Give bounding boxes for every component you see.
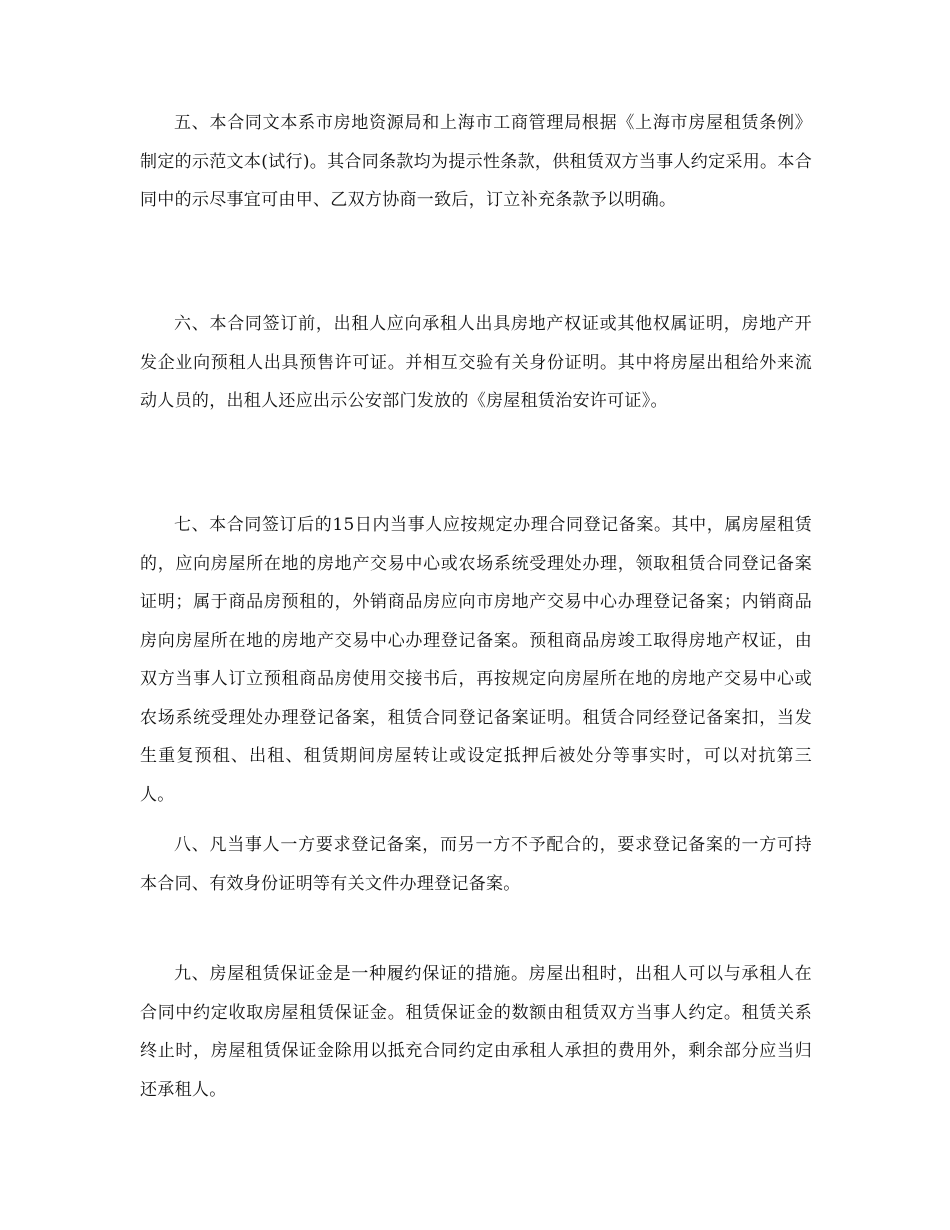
clause-9-paragraph: 九、房屋租赁保证金是一种履约保证的措施。房屋出租时，出租人可以与承租人在合同中约定收取房屋租赁保证金。租赁保证金的数额由租赁双方当事人约定。租赁关系终止时，房屋租赁保证金除用以抵充合同约定由承租人承担的费用外，剩余部分应当归还承租人。 [140,964,812,1100]
clause-5-paragraph: 五、本合同文本系市房地资源局和上海市工商管理局根据《上海市房屋租赁条例》制定的示范文本(试行)。其合同条款均为提示性条款，供租赁双方当事人约定采用。本合同中的示尽事宜可由甲、乙双方协商一致后，订立补充条款予以明确。 [140,113,812,210]
clause-8-paragraph: 八、凡当事人一方要求登记备案，而另一方不予配合的，要求登记备案的一方可持本合同、有效身份证明等有关文件办理登记备案。 [140,835,812,894]
clause-6-paragraph: 六、本合同签订前，出租人应向承租人出具房地产权证或其他权属证明，房地产开发企业向预租人出具预售许可证。并相互交验有关身份证明。其中将房屋出租给外来流动人员的，出租人还应出示公安部门发放的《房屋租赁治安许可证》。 [140,314,812,411]
clause-7-paragraph: 七、本合同签订后的15日内当事人应按规定办理合同登记备案。其中，属房屋租赁的，应向房屋所在地的房地产交易中心或农场系统受理处办理，领取租赁合同登记备案证明；属于商品房预租的，外销商品房应向市房地产交易中心办理登记备案；内销商品房向房屋所在地的房地产交易中心办理登记备案。预租商品房竣工取得房地产权证，由双方当事人订立预租商品房使用交接书后，再按规定向房屋所在地的房地产交易中心或农场系统受理处办理登记备案，租赁合同登记备案证明。租赁合同经登记备案扣，当发生重复预租、出租、租赁期间房屋转让或设定抵押后被处分等事实时，可以对抗第三人。 [140,515,812,805]
